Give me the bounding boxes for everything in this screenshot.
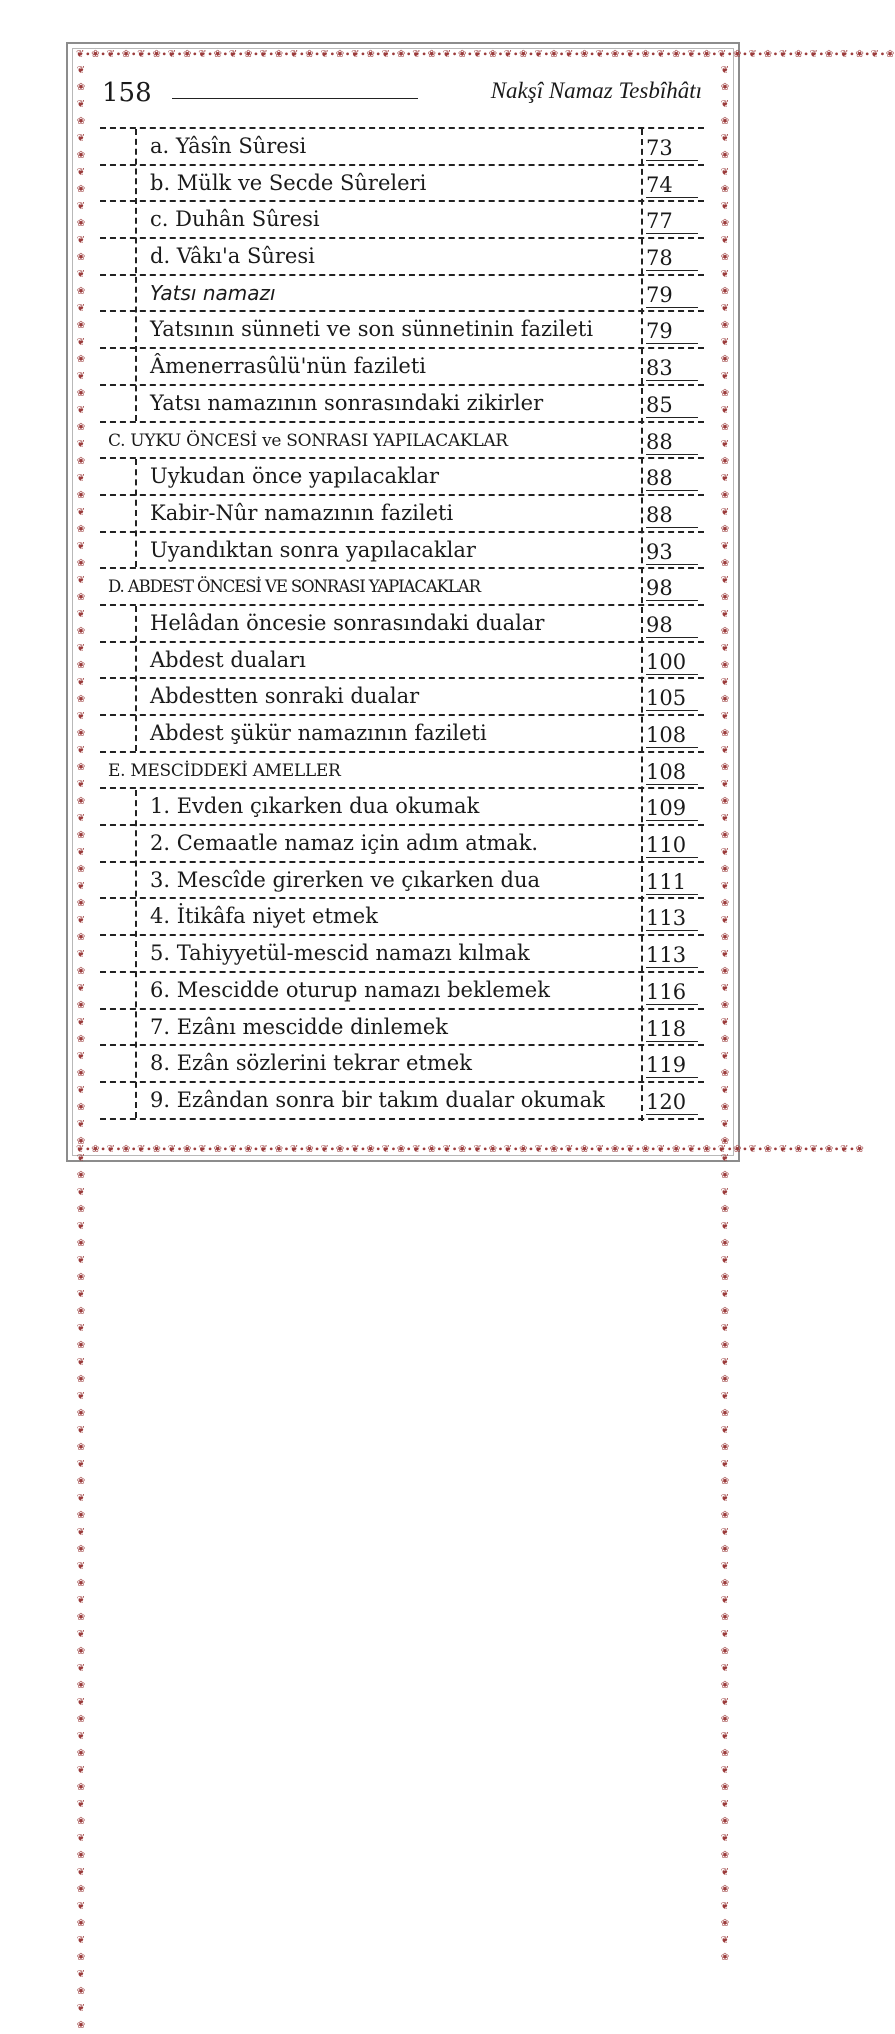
toc-entry-row — [100, 312, 704, 349]
toc-entry-title: Abdest duaları — [150, 647, 306, 672]
toc-entry-row — [100, 899, 704, 936]
toc-section-row — [100, 569, 704, 606]
toc-entry-title: 2. Cemaatle namaz için adım atmak. — [150, 831, 539, 856]
toc-entry-row — [100, 386, 704, 423]
toc-entry-page: 88 — [646, 467, 698, 491]
toc-entry-title: 8. Ezân sözlerini tekrar etmek — [150, 1051, 472, 1076]
toc-entry-row — [100, 129, 704, 166]
toc-entry-title: C. UYKU ÖNCESİ ve SONRASI YAPILACAKLAR — [108, 430, 508, 451]
ornament-border-bottom: ❦∙❀∙❦∙❀∙❦∙❀∙❦∙❀∙❦∙❀∙❦∙❀∙❦∙❀∙❦∙❀∙❦∙❀∙❦∙❀∙❦∙❀∙❦∙❀∙❦∙❀∙❦∙❀∙❦∙❀∙❦∙❀∙❦∙❀∙❦∙❀∙❦∙❀∙❦∙❀∙❦∙❀∙❦∙❀∙❦∙❀∙❦∙❀∙❦∙❀∙❦∙❀ — [76, 1144, 865, 1155]
toc-entry-page: 74 — [646, 174, 698, 198]
toc-entry-title: 6. Mescidde oturup namazı beklemek — [150, 977, 550, 1002]
toc-section-row — [100, 423, 704, 460]
toc-entry-page: 108 — [646, 761, 698, 785]
toc-entry-page: 88 — [646, 431, 698, 455]
toc-entry-row — [100, 973, 704, 1010]
toc-entry-title: 1. Evden çıkarken dua okumak — [150, 794, 480, 819]
toc-entry-page: 93 — [646, 541, 698, 565]
toc-entry-page: 108 — [646, 724, 698, 748]
toc-entry-page: 85 — [646, 394, 698, 418]
toc-indent-line — [135, 790, 137, 1118]
toc-entry-row — [100, 936, 704, 973]
toc-entry-title: Abdest şükür namazının fazileti — [150, 721, 487, 745]
toc-entry-title: Kabir-Nûr namazının fazileti — [150, 500, 454, 525]
toc-entry-page: 83 — [646, 357, 698, 381]
header-rule — [172, 98, 418, 99]
toc-indent-line — [135, 129, 137, 421]
toc-entry-page: 79 — [646, 284, 698, 308]
toc-entry-title: Yatsının sünneti ve son sünnetinin fazileti — [150, 317, 594, 342]
toc-entry-title: Yatsı namazı — [150, 280, 276, 305]
toc-entry-title: c. Duhân Sûresi — [150, 207, 320, 232]
toc-entry-row — [100, 606, 704, 643]
toc-entry-title: Uykudan önce yapılacaklar — [150, 464, 440, 489]
toc-entry-row — [100, 1046, 704, 1083]
toc-entry-page: 88 — [646, 504, 698, 528]
toc-entry-row — [100, 533, 704, 570]
toc-entry-page: 79 — [646, 320, 698, 344]
toc-entry-page: 113 — [646, 944, 698, 968]
page-column-divider — [641, 129, 643, 1121]
toc-entry-row — [100, 276, 704, 313]
toc-entry-title: E. MESCİDDEKİ AMELLER — [108, 760, 341, 781]
toc-section-row — [100, 753, 704, 790]
toc-entry-title: 5. Tahiyyetül-mescid namazı kılmak — [150, 941, 530, 966]
toc-entry-page: 98 — [646, 577, 698, 601]
toc-entry-page: 105 — [646, 687, 698, 711]
toc-entry-title: 9. Ezândan sonra bir takım dualar okumak — [150, 1087, 605, 1112]
toc-entry-row — [100, 789, 704, 826]
toc-entry-page: 100 — [646, 651, 698, 675]
toc-entry-row — [100, 202, 704, 239]
toc-entry-page: 98 — [646, 614, 698, 638]
toc-entry-row — [100, 1083, 704, 1120]
toc-entry-page: 73 — [646, 137, 698, 161]
toc-entry-row — [100, 1010, 704, 1047]
toc-entry-title: Âmenerrasûlü'nün fazileti — [150, 354, 426, 379]
toc-entry-row — [100, 166, 704, 203]
ornament-border-top: ❦∙❀∙❦∙❀∙❦∙❀∙❦∙❀∙❦∙❀∙❦∙❀∙❦∙❀∙❦∙❀∙❦∙❀∙❦∙❀∙❦∙❀∙❦∙❀∙❦∙❀∙❦∙❀∙❦∙❀∙❦∙❀∙❦∙❀∙❦∙❀∙❦∙❀∙❦∙❀∙❦∙❀∙❦∙❀∙❦∙❀∙❦∙❀∙❦∙❀∙❦∙❀∙❦∙❀ — [76, 49, 895, 60]
book-title: Nakşî Namaz Tesbîhâtı — [490, 78, 702, 103]
toc-entry-title: b. Mülk ve Secde Sûreleri — [150, 170, 427, 195]
toc-entry-title: a. Yâsîn Sûresi — [150, 134, 307, 158]
toc-entry-row — [100, 716, 704, 753]
toc-entry-row — [100, 459, 704, 496]
toc-entry-page: 110 — [646, 834, 698, 858]
table-of-contents — [100, 127, 704, 1120]
ornament-border-right: ❦❀❦❀❦❀❦❀❦❀❦❀❦❀❦❀❦❀❦❀❦❀❦❀❦❀❦❀❦❀❦❀❦❀❦❀❦❀❦❀❦❀❦❀❦❀❦❀❦❀❦❀❦❀❦❀❦❀❦❀❦❀❦❀❦❀❦❀❦❀❦❀❦❀❦❀❦❀❦❀❦❀❦❀❦❀❦❀❦❀❦❀❦❀❦❀❦❀❦❀❦❀❦❀❦❀❦❀❦❀❦❀ — [720, 65, 730, 1963]
toc-entry-row — [100, 826, 704, 863]
toc-entry-page: 111 — [646, 871, 698, 895]
toc-entry-title: 4. İtikâfa niyet etmek — [150, 904, 378, 929]
toc-entry-row — [100, 679, 704, 716]
toc-entry-row — [100, 643, 704, 680]
toc-entry-page: 119 — [646, 1054, 698, 1078]
page-number: 158 — [102, 78, 152, 108]
toc-entry-page: 109 — [646, 797, 698, 821]
page-header — [100, 76, 704, 116]
toc-entry-title: Helâdan öncesie sonrasındaki dualar — [150, 610, 545, 635]
toc-entry-page: 78 — [646, 247, 698, 271]
toc-entry-title: Abdestten sonraki dualar — [150, 684, 420, 709]
toc-entry-page: 116 — [646, 981, 698, 1005]
toc-entry-title: Uyandıktan sonra yapılacaklar — [150, 537, 476, 562]
toc-entry-title: 3. Mescîde girerken ve çıkarken dua — [150, 867, 541, 892]
toc-entry-title: D. ABDEST ÖNCESİ VE SONRASI YAPIACAKLAR — [108, 577, 480, 597]
toc-entry-row — [100, 349, 704, 386]
toc-entry-title: Yatsı namazının sonrasındaki zikirler — [150, 390, 544, 415]
toc-entry-row — [100, 496, 704, 533]
toc-entry-row — [100, 863, 704, 900]
toc-entry-row — [100, 239, 704, 276]
toc-indent-line — [135, 459, 137, 567]
ornament-border-left: ❦❀❦❀❦❀❦❀❦❀❦❀❦❀❦❀❦❀❦❀❦❀❦❀❦❀❦❀❦❀❦❀❦❀❦❀❦❀❦❀❦❀❦❀❦❀❦❀❦❀❦❀❦❀❦❀❦❀❦❀❦❀❦❀❦❀❦❀❦❀❦❀❦❀❦❀❦❀❦❀❦❀❦❀❦❀❦❀❦❀❦❀❦❀❦❀❦❀❦❀❦❀❦❀❦❀❦❀❦❀❦❀❦❀❦❀ — [76, 65, 86, 2031]
toc-entry-page: 113 — [646, 907, 698, 931]
toc-entry-page: 77 — [646, 210, 698, 234]
toc-entry-page: 120 — [646, 1091, 698, 1115]
toc-indent-line — [135, 606, 137, 751]
toc-entry-page: 118 — [646, 1018, 698, 1042]
toc-entry-title: 7. Ezânı mescidde dinlemek — [150, 1014, 449, 1039]
toc-entry-title: d. Vâkı'a Sûresi — [150, 244, 315, 269]
